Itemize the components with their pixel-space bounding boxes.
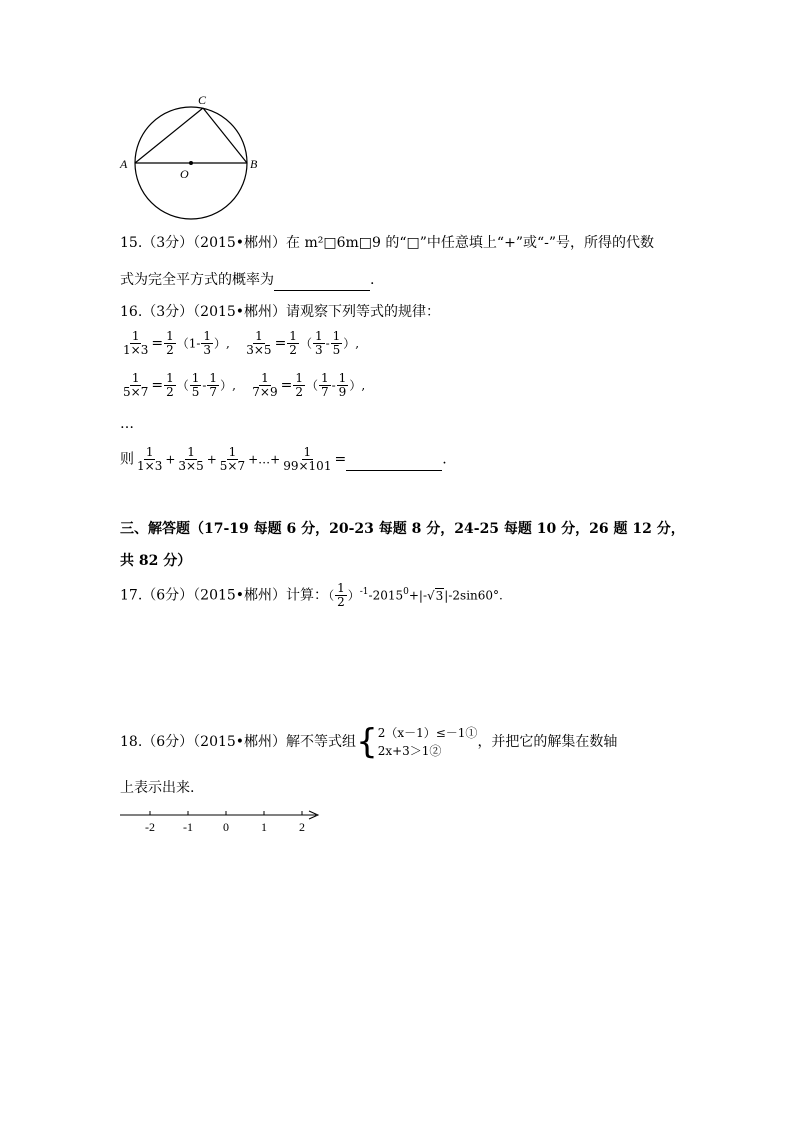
q16-row2: $\frac{1}{5\times 7}$ = $\frac{1}{2}$ （ $\frac{1}{5}$ - $\frac{1}{7}$ ）, $\frac{1}{7\times 9}$ = $\frac{1}{2}$ （ $\frac{1}{7}$ - $\frac{1}{9}$ ）, <box>123 371 366 399</box>
label-o: O <box>180 167 189 181</box>
q18-line1: 18.（6分）（2015•郴州）解不等式组{ 2（x－1）≤－1① 2x+3＞1② ，并把它的解集在数轴 <box>120 722 618 762</box>
q17-line: 17.（6分）（2015•郴州）计算：（ $\frac{1}{2}$ ）$^{-1}-2015^0+|-√3|-2\sin 60^\circ$. <box>120 581 503 610</box>
q16-ellipsis: … <box>120 416 134 432</box>
q16-eq1-half: $\frac{1}{2}$ <box>166 329 174 357</box>
number-line-tick-label: 0 <box>223 820 229 834</box>
q16-eq1-lhs: $\frac{1}{1\times 3}$ <box>123 329 149 357</box>
q16-eq4-lhs: $\frac{1}{7\times 9}$ <box>252 371 278 399</box>
circle-triangle-figure <box>115 90 275 225</box>
q17-half: $\frac{1}{2}$ <box>337 581 345 610</box>
number-line-tick-label: -2 <box>145 820 155 834</box>
q18-ineq1: 2（x－1）≤－1① <box>377 726 478 740</box>
chord-ac <box>135 108 203 163</box>
number-line <box>118 806 328 836</box>
q15-line2 <box>120 270 374 291</box>
q16-eq3-p2: $\frac{1}{7}$ <box>209 371 218 399</box>
q16-eq4-p1: $\frac{1}{7}$ <box>320 371 329 399</box>
q15-line2-text: 式为完全平方式的概率为 <box>120 272 274 288</box>
q16-row1: $\frac{1}{1\times 3}$ = $\frac{1}{2}$ （1- $\frac{1}{3}$ ）, $\frac{1}{3\times 5}$ = $\frac{1}{2}$ （ $\frac{1}{3}$ - $\frac{1}{5}$ ）, <box>123 329 360 357</box>
number-line-tick-label: 2 <box>299 820 305 834</box>
q16-eq3-lhs: $\frac{1}{5\times 7}$ <box>123 371 149 399</box>
q16-final-t1: $\frac{1}{1\times 3}$ <box>137 445 163 473</box>
number-line-tick-label: -1 <box>183 820 193 834</box>
center-point <box>189 161 193 165</box>
q18-line2: 上表示出来. <box>120 780 195 796</box>
q18-ineq2: 2x+3＞1② <box>377 744 442 758</box>
number-line-tick-label: 1 <box>261 820 267 834</box>
q16-eq2-p2: $\frac{1}{5}$ <box>332 329 341 357</box>
section3-heading-line2: 共 82 分） <box>120 553 192 569</box>
label-a: A <box>120 157 128 171</box>
q16-eq3-half: $\frac{1}{2}$ <box>166 371 174 399</box>
section3-heading-line1: 三、解答题（17-19 每题 6 分，20-23 每题 8 分，24-25 每题 10 分，26 题 12 分， <box>120 521 685 537</box>
q16-final: 则 $\frac{1}{1\times 3}$ + $\frac{1}{3\times 5}$ + $\frac{1}{5\times 7}$ +…+ $\frac{1}{99\times 101}$ = . <box>120 445 447 473</box>
q16-final-t4: $\frac{1}{99\times 101}$ <box>283 445 332 473</box>
q15-period: . <box>370 272 375 288</box>
q18-brace: { <box>356 722 378 762</box>
q16-eq4-half: $\frac{1}{2}$ <box>295 371 303 399</box>
q16-eq1-p1: $\frac{1}{3}$ <box>203 329 212 357</box>
q15-answer-blank[interactable] <box>274 270 370 291</box>
q17-sqrt: 3 <box>435 588 444 603</box>
q16-eq2-lhs: $\frac{1}{3\times 5}$ <box>246 329 272 357</box>
label-b: B <box>250 157 258 171</box>
q16-eq3-p1: $\frac{1}{5}$ <box>191 371 200 399</box>
label-c: C <box>198 93 207 107</box>
q16-final-t3: $\frac{1}{5\times 7}$ <box>219 445 246 473</box>
q15-line1: 15.（3分）（2015•郴州）在 m²□6m□9 的“□”中任意填上“+”或“-”号，所得的代数 <box>120 235 655 251</box>
q16-eq4-p2: $\frac{1}{9}$ <box>338 371 347 399</box>
q18-system <box>378 724 478 760</box>
q16-eq2-half: $\frac{1}{2}$ <box>289 329 297 357</box>
q16-answer-blank[interactable] <box>346 450 442 471</box>
q16-final-t2: $\frac{1}{3\times 5}$ <box>178 445 204 473</box>
q16-eq2-p1: $\frac{1}{3}$ <box>314 329 323 357</box>
q16-title: 16.（3分）（2015•郴州）请观察下列等式的规律： <box>120 304 441 320</box>
